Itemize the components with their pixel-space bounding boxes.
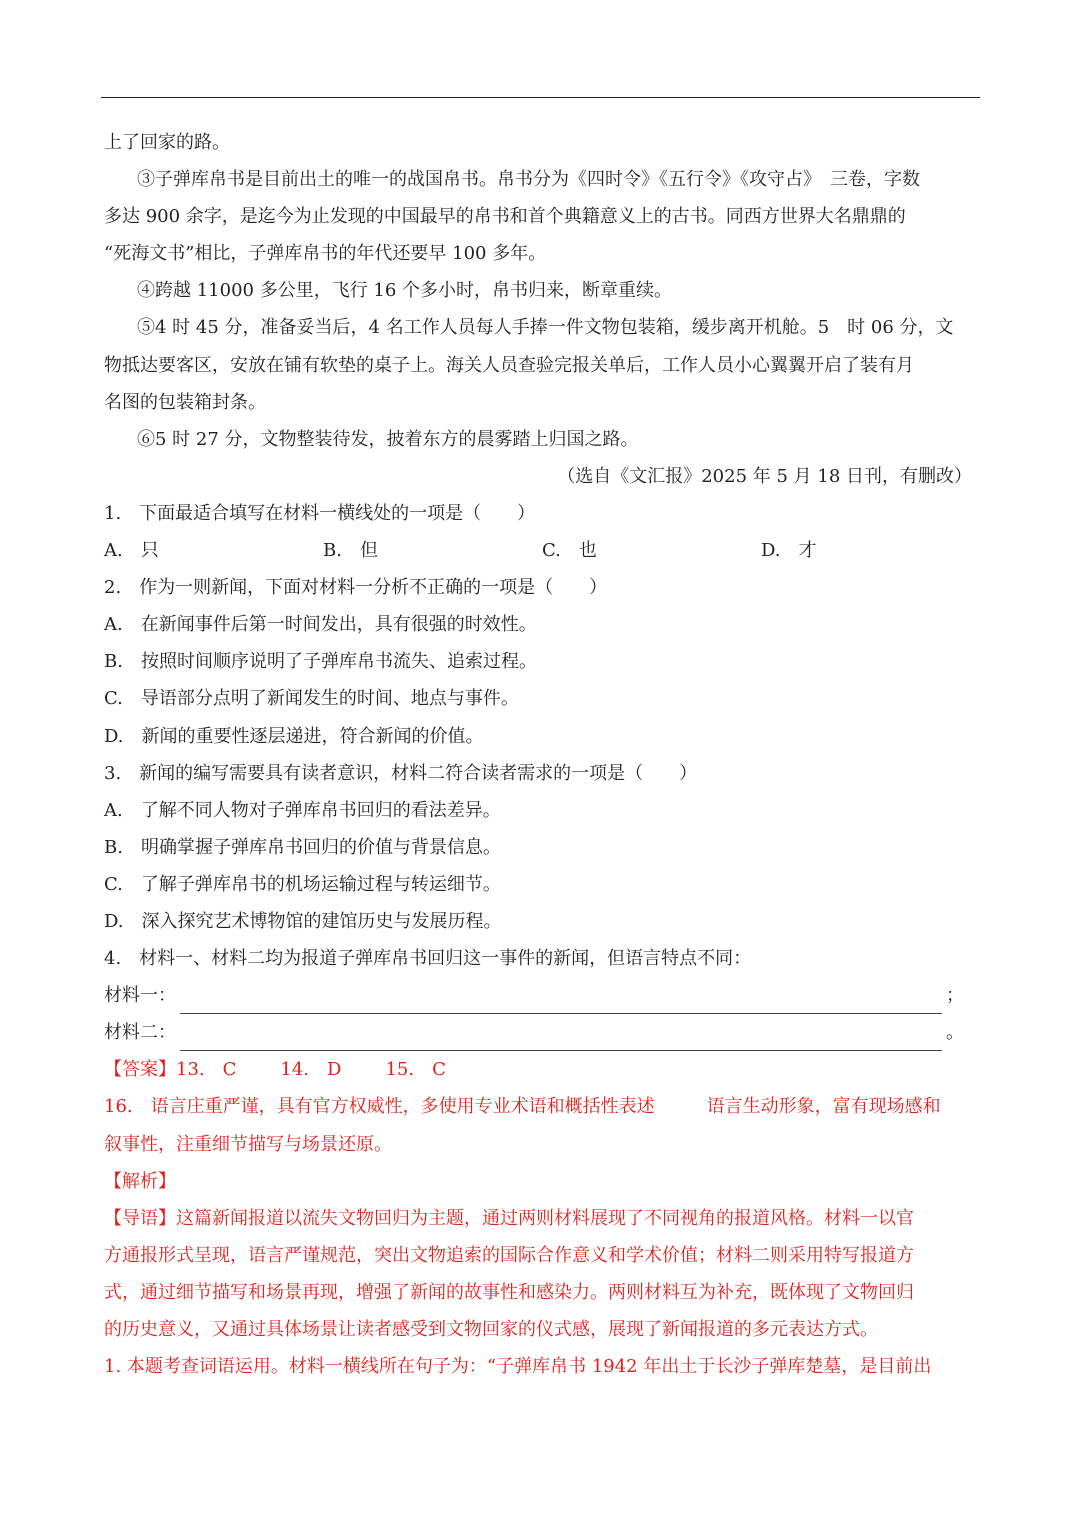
answer-16-line-1: [104, 1088, 980, 1125]
material-2-answer-line: [104, 1014, 980, 1051]
source-citation: （选自《文汇报》2025 年 5 月 18 日刊，有删改）: [557, 465, 972, 487]
question-1-explanation: 1. 本题考查词语运用。材料一横线所在句子为：“子弹库帛书 1942 年出土于长沙子弹库楚墓，是目前出: [104, 1356, 932, 1378]
option-d: D. 深入探究艺术博物馆的建馆历史与发展历程。: [104, 910, 502, 932]
option-a: A. 只: [104, 540, 159, 562]
question-1: 1. 下面最适合填写在材料一横线处的一项是（ ）: [104, 502, 536, 524]
material-2-end: 。: [946, 1022, 964, 1044]
passage-line: ⑤4 时 45 分，准备妥当后，4 名工作人员每人手捧一件文物包装箱，缓步离开机舱。5 时 06 分，文: [137, 317, 954, 339]
option-d: D. 才: [761, 540, 817, 562]
option-a: A. 了解不同人物对子弹库帛书回归的看法差异。: [104, 799, 501, 821]
answer-14: 14. D: [280, 1059, 342, 1081]
intro-line: 的历史意义，又通过具体场景让读者感受到文物回家的仪式感，展现了新闻报道的多元表达方式。: [104, 1319, 878, 1340]
option-b: B. 按照时间顺序说明了子弹库帛书流失、追索过程。: [104, 651, 537, 673]
material-2-blank[interactable]: [180, 1024, 942, 1051]
passage-line: 物抵达要客区，安放在铺有软垫的桌子上。海关人员查验完报关单后，工作人员小心翼翼开启了装有月: [104, 354, 914, 376]
passage-line: ⑥5 时 27 分，文物整装待发，披着东方的晨雾踏上归国之路。: [137, 428, 639, 450]
intro-line: 式，通过细节描写和场景再现，增强了新闻的故事性和感染力。两则材料互为补充，既体现了文物回归: [104, 1281, 914, 1303]
option-b: B. 但: [323, 540, 378, 562]
material-1-label: 材料一：: [104, 985, 176, 1007]
question-4: 4. 材料一、材料二均为报道子弹库帛书回归这一事件的新闻，但语言特点不同：: [104, 948, 752, 970]
answer-line: [104, 1051, 980, 1088]
option-b: B. 明确掌握子弹库帛书回归的价值与背景信息。: [104, 836, 501, 858]
material-1-end: ；: [946, 985, 964, 1007]
option-c: C. 了解子弹库帛书的机场运输过程与转运细节。: [104, 873, 501, 895]
question-1-options: [104, 532, 980, 569]
answer-15: 15. C: [385, 1059, 446, 1081]
passage-line: 多达 900 余字，是迄今为止发现的中国最早的帛书和首个典籍意义上的古书。同西方世界大名鼎鼎的: [104, 206, 906, 228]
material-1-answer-line: [104, 977, 980, 1014]
option-d: D. 新闻的重要性逐层递进，符合新闻的价值。: [104, 725, 484, 747]
intro-line: 方通报形式呈现，语言严谨规范，突出文物追索的国际合作意义和学术价值；材料二则采用特写报道方: [104, 1244, 914, 1266]
passage-line: 名图的包装箱封条。: [104, 391, 266, 413]
answer-16-material-2: 语言生动形象，富有现场感和: [706, 1096, 941, 1118]
material-1-blank[interactable]: [180, 987, 942, 1014]
intro-line: 【导语】这篇新闻报道以流失文物回归为主题，通过两则材料展现了不同视角的报道风格。材料一以官: [104, 1207, 914, 1229]
answer-label: 【答案】: [104, 1059, 176, 1081]
passage-line: “死海文书”相比，子弹库帛书的年代还要早 100 多年。: [104, 243, 547, 265]
option-c: C. 也: [542, 540, 597, 562]
passage-line: 上了回家的路。: [104, 132, 230, 153]
passage-line: ④跨越 11000 多公里，飞行 16 个多小时，帛书归来，断章重续。: [137, 280, 673, 302]
passage-line: ③子弹库帛书是目前出土的唯一的战国帛书。帛书分为《四时令》《五行令》《攻守占》 三卷，字数: [137, 169, 920, 191]
analysis-label: 【解析】: [104, 1170, 176, 1192]
question-2: 2. 作为一则新闻，下面对材料一分析不正确的一项是（ ）: [104, 577, 608, 599]
material-2-label: 材料二：: [104, 1022, 176, 1044]
answer-16-material-1: 16. 语言庄重严谨，具有官方权威性，多使用专业术语和概括性表述: [104, 1096, 655, 1118]
option-a: A. 在新闻事件后第一时间发出，具有很强的时效性。: [104, 614, 537, 636]
answer-16-line-2: 叙事性，注重细节描写与场景还原。: [104, 1133, 392, 1155]
option-c: C. 导语部分点明了新闻发生的时间、地点与事件。: [104, 688, 519, 710]
header-rule: [101, 97, 980, 98]
answer-13: 13. C: [176, 1059, 237, 1081]
document-body: [104, 124, 980, 1385]
question-3: 3. 新闻的编写需要具有读者意识，材料二符合读者需求的一项是（ ）: [104, 762, 698, 784]
